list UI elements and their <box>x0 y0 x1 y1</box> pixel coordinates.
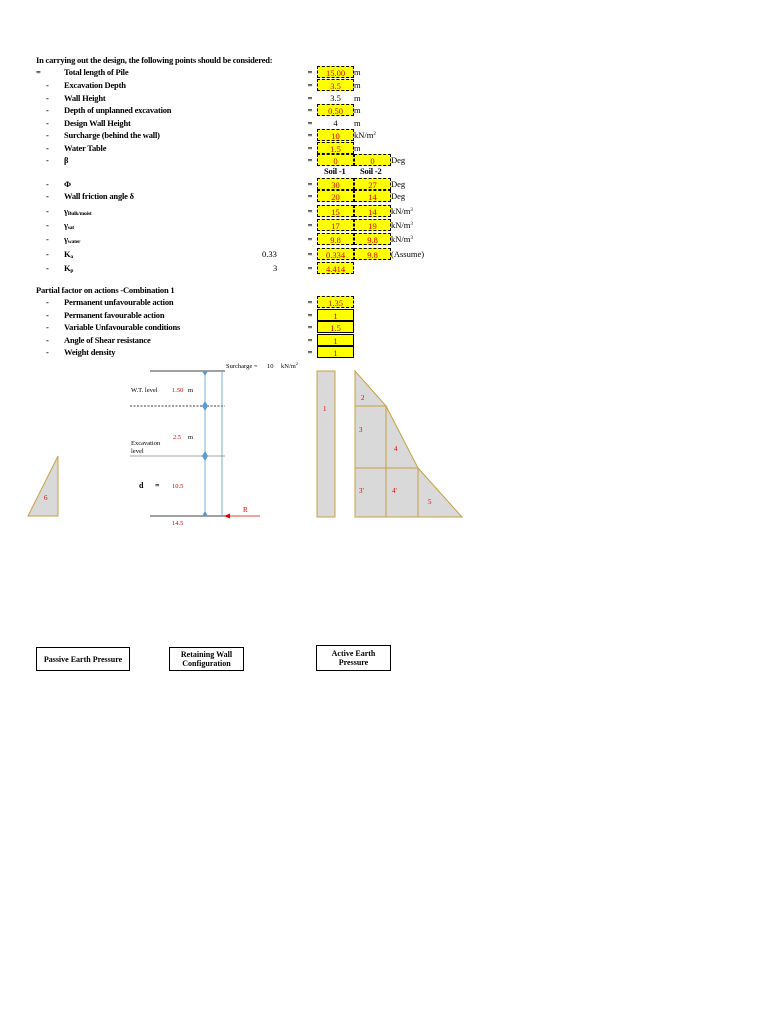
param-unit <box>354 142 361 154</box>
bullet-dash: - <box>46 143 49 153</box>
unit-superscript: 3 <box>410 236 413 241</box>
bullet-dash: - <box>46 191 49 201</box>
partial-factor-title: Partial factor on actions -Combination 1 <box>36 285 175 295</box>
active-num-5: 5 <box>428 498 432 506</box>
soil-unit <box>391 219 413 231</box>
soil-unit-text: Deg <box>391 179 406 189</box>
excavation-label-2: level <box>131 448 144 455</box>
factor-value: 1 <box>317 334 354 346</box>
wall-number: 1 <box>323 405 327 413</box>
soil-value-2: 27 <box>354 178 391 190</box>
active-region-2 <box>355 371 386 406</box>
param-unit-text: m <box>354 143 361 153</box>
param-unit <box>354 66 361 78</box>
equals-sign: = <box>307 118 313 128</box>
soil-value-2: 9.8 <box>354 233 391 245</box>
soil-param-symbol: γ <box>64 234 68 244</box>
bullet-dash: - <box>46 234 49 244</box>
equals-sign: = <box>307 220 313 230</box>
param-label: Excavation Depth <box>64 80 126 90</box>
wt-label: W.T. level <box>131 387 158 394</box>
bullet-dash: - <box>46 206 49 216</box>
factor-label: Variable Unfavourable conditions <box>64 322 181 332</box>
factor-label: Permanent unfavourable action <box>64 297 174 307</box>
param-value: 3.5 <box>317 79 354 91</box>
equals-sign: = <box>307 297 313 307</box>
bullet-dash: - <box>46 297 49 307</box>
soil-param-symbol: γ <box>64 206 68 216</box>
bullet-dash: - <box>46 93 49 103</box>
equals-sign: = <box>307 143 313 153</box>
earth-pressure-diagram <box>0 355 480 535</box>
equals-sign: = <box>307 206 313 216</box>
soil-param-symbol: K <box>64 263 71 273</box>
soil-param-subscript: sat <box>67 225 74 231</box>
param-unit-text: kN/m <box>354 130 374 140</box>
caption-passive-text: Passive Earth Pressure <box>43 654 123 664</box>
soil-value-2: 14 <box>354 190 391 202</box>
soil-unit <box>391 233 413 245</box>
bullet-dash: - <box>46 80 49 90</box>
d-value: 10.5 <box>172 483 184 490</box>
equals-sign: = <box>307 80 313 90</box>
param-unit-text: m <box>354 80 361 90</box>
param-unit <box>354 104 361 116</box>
soil-value-1: 30 <box>317 178 354 190</box>
bullet-dash: - <box>46 220 49 230</box>
active-earth-pressure-caption <box>316 645 391 671</box>
param-value: 4 <box>333 118 338 128</box>
equals-sign: = <box>307 249 313 259</box>
param-label: Wall Height <box>64 93 106 103</box>
soil-param-label <box>64 179 71 189</box>
active-num-2: 2 <box>361 394 365 402</box>
soil-param-label <box>64 220 74 233</box>
param-unit: Deg <box>391 155 406 165</box>
d-label: d <box>139 481 144 490</box>
equals-sign: = <box>307 155 313 165</box>
active-num-4p: 4' <box>392 487 397 495</box>
soil-value-1: 17 <box>317 219 354 231</box>
soil-param-subscript: water <box>67 239 81 245</box>
soil-value-2: 14 <box>354 205 391 217</box>
soil-unit <box>391 248 424 260</box>
bullet-equals: = <box>36 67 41 77</box>
factor-label: Weight density <box>64 347 116 357</box>
surcharge-value: 10 <box>267 363 274 370</box>
param-value: 1.5 <box>317 142 354 154</box>
param-unit-text: m <box>354 67 361 77</box>
arrow-marker <box>202 511 208 516</box>
param-unit <box>354 117 361 129</box>
excavation-value: 2.5 <box>173 434 182 441</box>
soil-2-header: Soil -2 <box>360 166 382 176</box>
equals-sign: = <box>307 105 313 115</box>
unit-superscript: 3 <box>410 208 413 213</box>
soil-unit <box>391 205 413 217</box>
param-label: Water Table <box>64 143 107 153</box>
soil-param-symbol: Wall friction angle δ <box>64 191 134 201</box>
bottom-value: 14.5 <box>172 520 184 527</box>
wall-shape <box>317 371 335 517</box>
bullet-dash: - <box>46 130 49 140</box>
arrow-marker <box>202 456 208 461</box>
bullet-dash: - <box>46 347 49 357</box>
reaction-arrow-head <box>224 514 230 519</box>
soil-value-2: 19 <box>354 219 391 231</box>
soil-param-label <box>64 206 91 219</box>
intro-text: In carrying out the design, the following points should be considered: <box>36 55 273 65</box>
surcharge-label: Surcharge = <box>226 363 258 370</box>
soil-param-label <box>64 249 73 262</box>
soil-param-symbol: Φ <box>64 179 71 189</box>
active-region-4 <box>386 406 418 468</box>
soil-param-symbol: K <box>64 249 71 259</box>
param-value: 0 <box>317 154 354 166</box>
bullet-dash: - <box>46 179 49 189</box>
bullet-dash: - <box>46 335 49 345</box>
k-side-value: 0.33 <box>262 249 277 259</box>
factor-label: Angle of Shear resistance <box>64 335 151 345</box>
soil-unit-text: kN/m <box>391 206 411 216</box>
bullet-dash: - <box>46 249 49 259</box>
d-equals: = <box>155 481 160 490</box>
soil-value-1: 15 <box>317 205 354 217</box>
equals-sign: = <box>307 234 313 244</box>
bullet-dash: - <box>46 118 49 128</box>
param-label: Depth of unplanned excavation <box>64 105 172 115</box>
soil-value-1: 4.414 <box>317 262 354 274</box>
soil-unit-text: kN/m <box>391 234 411 244</box>
param-unit <box>354 79 361 91</box>
reaction-label: R <box>243 506 248 514</box>
equals-sign: = <box>307 347 313 357</box>
unit-superscript: 3 <box>410 222 413 227</box>
soil-value-1: 20 <box>317 190 354 202</box>
factor-value: 1.5 <box>317 321 354 333</box>
arrow-marker <box>202 451 208 456</box>
caption-active-line1: Active Earth <box>331 649 376 658</box>
param-unit-text: m <box>354 118 361 128</box>
active-num-4: 4 <box>394 445 398 453</box>
soil-1-header: Soil -1 <box>324 166 346 176</box>
param-label: Total length of Pile <box>64 67 129 77</box>
excavation-label-1: Excavation <box>131 440 161 447</box>
equals-sign: = <box>307 335 313 345</box>
wt-value: 1.50 <box>172 387 184 394</box>
soil-param-subscript: Bulk/moist <box>67 211 92 217</box>
soil-unit <box>391 190 405 202</box>
active-region-5 <box>418 468 462 517</box>
equals-sign: = <box>307 263 313 273</box>
equals-sign: = <box>307 67 313 77</box>
passive-earth-pressure-caption <box>36 647 130 671</box>
bullet-dash: - <box>46 322 49 332</box>
caption-retaining-line2: Configuration <box>182 659 231 668</box>
param-unit <box>354 129 376 141</box>
equals-sign: = <box>307 130 313 140</box>
caption-active-line2: Pressure <box>338 658 369 667</box>
active-num-3: 3 <box>359 426 363 434</box>
equals-sign: = <box>307 191 313 201</box>
param-value: 0.50 <box>317 104 354 116</box>
param-unit-text: m <box>354 93 361 103</box>
passive-region-number: 6 <box>44 494 48 502</box>
soil-unit <box>391 178 405 190</box>
arrow-marker <box>202 401 208 406</box>
equals-sign: = <box>307 322 313 332</box>
equals-sign: = <box>307 93 313 103</box>
soil-unit-text: kN/m <box>391 220 411 230</box>
factor-label: Permanent favourable action <box>64 310 165 320</box>
retaining-wall-caption <box>169 647 244 671</box>
unit-superscript: 2 <box>373 132 376 137</box>
factor-value: 1 <box>317 346 354 358</box>
param-label: Design Wall Height <box>64 118 131 128</box>
param-label: β <box>64 155 69 165</box>
soil-unit-text: (Assume) <box>391 249 425 259</box>
soil-param-subscript: p <box>70 268 74 274</box>
wt-unit: m <box>188 387 194 394</box>
soil-value-1: 9.8 <box>317 233 354 245</box>
arrow-marker <box>202 406 208 411</box>
excavation-unit: m <box>188 434 194 441</box>
bullet-dash: - <box>46 263 49 273</box>
param-value: 15.00 <box>317 66 354 78</box>
param-unit <box>354 92 361 104</box>
soil-unit-text: Deg <box>391 191 406 201</box>
k-side-value: 3 <box>273 263 278 273</box>
soil-param-label <box>64 191 134 201</box>
param-value: 3.5 <box>330 93 341 103</box>
arrow-marker <box>202 371 208 376</box>
param-value: 10 <box>317 129 354 141</box>
param-value-2: 0 <box>354 154 391 166</box>
bullet-dash: - <box>46 105 49 115</box>
soil-value-1: 0.334 <box>317 248 354 260</box>
equals-sign: = <box>307 310 313 320</box>
param-label: Surcharge (behind the wall) <box>64 130 160 140</box>
bullet-dash: - <box>46 155 49 165</box>
factor-value: 1 <box>317 309 354 321</box>
factor-value: 1.35 <box>317 296 354 308</box>
soil-param-label <box>64 234 80 247</box>
bullet-dash: - <box>46 310 49 320</box>
active-region-3 <box>355 406 386 468</box>
passive-pressure-triangle <box>28 456 58 516</box>
active-num-3p: 3' <box>359 487 364 495</box>
soil-param-label <box>64 263 73 276</box>
soil-value-2: 9.8 <box>354 248 391 260</box>
soil-param-symbol: γ <box>64 220 68 230</box>
param-unit-text: m <box>354 105 361 115</box>
caption-retaining-line1: Retaining Wall <box>180 650 233 659</box>
soil-param-subscript: a <box>70 254 73 260</box>
active-region-4p <box>386 468 418 517</box>
surcharge-unit: $kN/m^2$ <box>281 361 298 370</box>
equals-sign: = <box>307 179 313 189</box>
